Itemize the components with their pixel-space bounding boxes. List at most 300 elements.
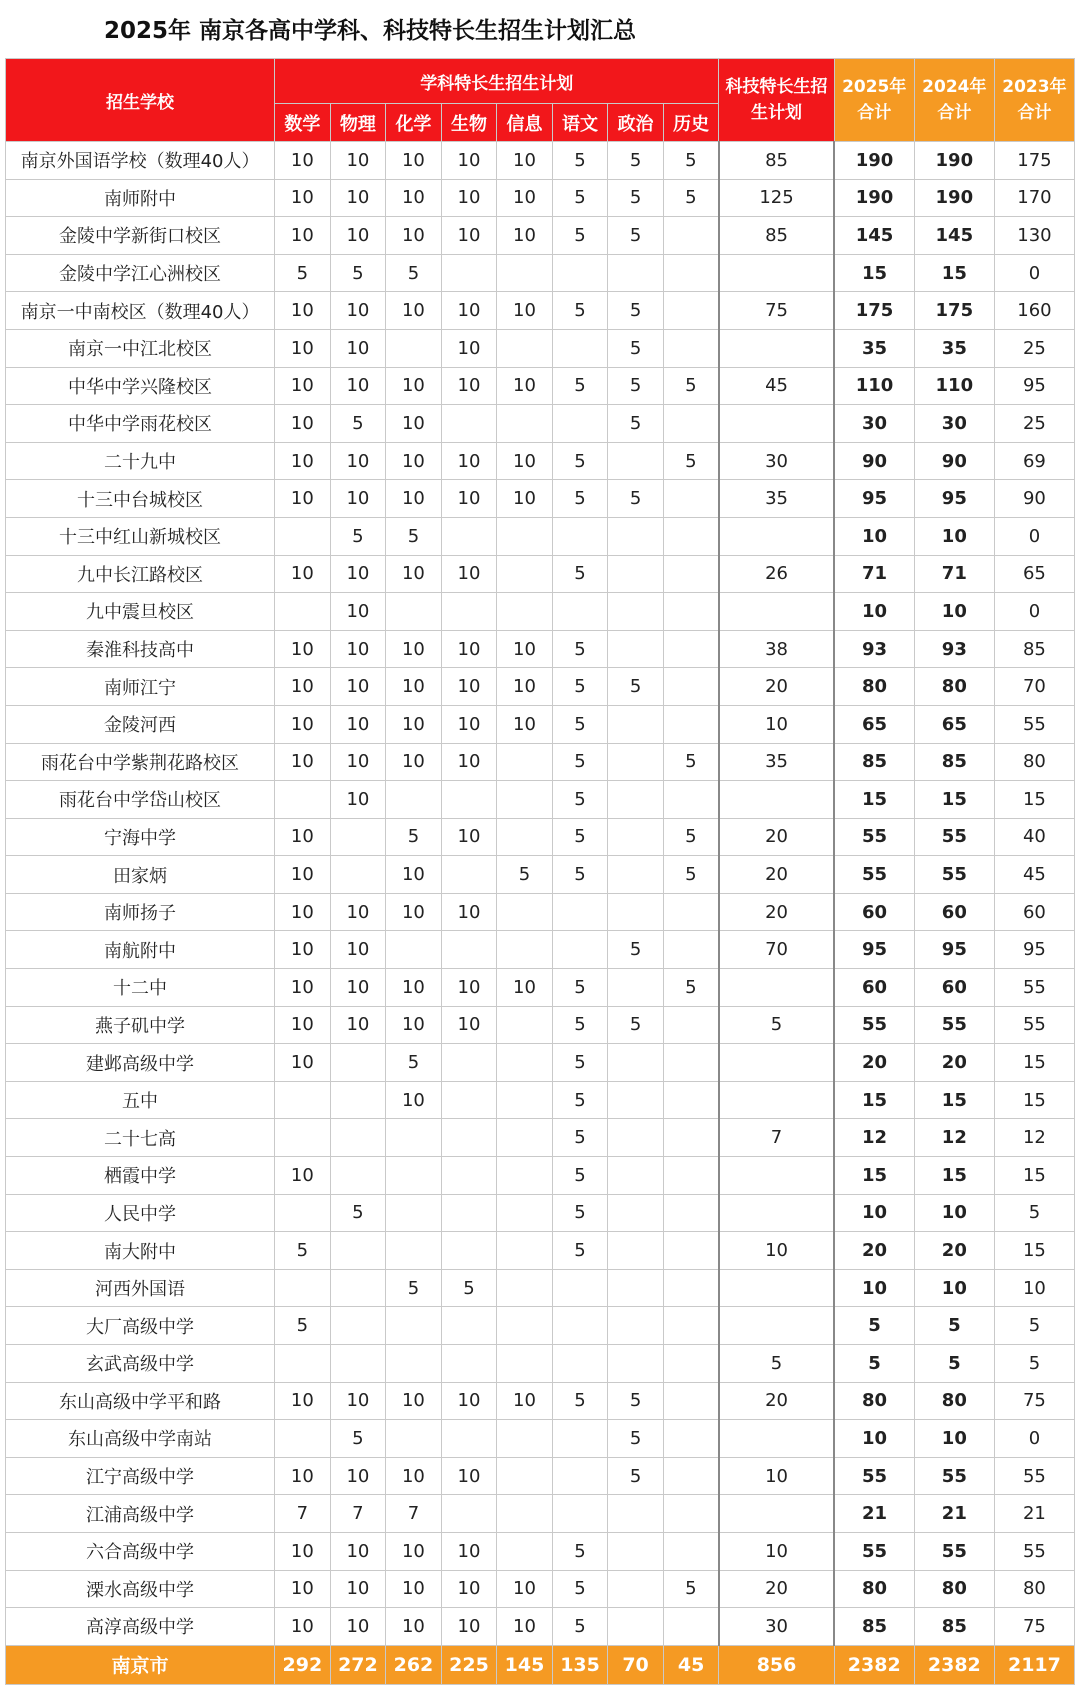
subject-quota-cell: 10 xyxy=(441,1382,497,1420)
table-row xyxy=(6,705,1075,743)
tech-quota-cell xyxy=(719,1081,834,1119)
subject-quota-cell xyxy=(441,1194,497,1232)
school-name: 南京外国语学校（数理40人） xyxy=(6,142,275,180)
subject-quota-cell xyxy=(608,856,664,894)
school-name: 建邺高级中学 xyxy=(6,1044,275,1082)
table-row xyxy=(6,1457,1075,1495)
table-row xyxy=(6,217,1075,255)
subject-quota-cell: 10 xyxy=(330,969,386,1007)
subject-quota-cell xyxy=(663,517,719,555)
total-cell: 95 xyxy=(994,367,1074,405)
subject-quota-cell xyxy=(552,1307,608,1345)
subject-quota-cell xyxy=(497,1269,553,1307)
table-row xyxy=(6,1232,1075,1270)
total-cell: 55 xyxy=(994,1006,1074,1044)
tech-quota-cell: 85 xyxy=(719,142,834,180)
total-cell: 15 xyxy=(994,1044,1074,1082)
subject-quota-cell xyxy=(497,1457,553,1495)
subject-quota-cell xyxy=(441,1495,497,1533)
subject-quota-cell xyxy=(441,931,497,969)
subject-quota-cell xyxy=(663,329,719,367)
subject-quota-cell xyxy=(497,781,553,819)
total-cell: 70 xyxy=(994,668,1074,706)
subject-quota-cell xyxy=(552,931,608,969)
subject-quota-cell xyxy=(441,1345,497,1383)
total-cell: 145 xyxy=(914,217,994,255)
total-cell: 15 xyxy=(994,781,1074,819)
tech-quota-cell xyxy=(719,1269,834,1307)
total-cell: 60 xyxy=(994,893,1074,931)
total-cell: 60 xyxy=(834,969,914,1007)
tech-quota-cell xyxy=(719,1307,834,1345)
subject-quota-cell: 10 xyxy=(330,893,386,931)
subject-quota-cell: 10 xyxy=(386,1532,442,1570)
subject-quota-cell: 10 xyxy=(275,480,331,518)
subject-quota-cell xyxy=(330,1119,386,1157)
total-cell: 10 xyxy=(834,593,914,631)
subject-quota-cell xyxy=(497,1420,553,1458)
school-name: 南师扬子 xyxy=(6,893,275,931)
subject-quota-cell xyxy=(608,1570,664,1608)
subject-quota-cell: 10 xyxy=(441,179,497,217)
total-cell: 85 xyxy=(994,630,1074,668)
subject-quota-cell: 10 xyxy=(330,1382,386,1420)
total-cell: 15 xyxy=(834,1081,914,1119)
total-cell: 0 xyxy=(994,254,1074,292)
subject-quota-cell xyxy=(497,1307,553,1345)
subject-quota-cell xyxy=(441,405,497,443)
subject-quota-cell: 5 xyxy=(552,743,608,781)
total-cell: 110 xyxy=(914,367,994,405)
subject-quota-cell: 5 xyxy=(275,1307,331,1345)
school-name: 南师附中 xyxy=(6,179,275,217)
total-cell: 15 xyxy=(914,254,994,292)
footer-total-cell: 45 xyxy=(663,1645,719,1684)
total-cell: 15 xyxy=(834,1157,914,1195)
tech-quota-cell: 30 xyxy=(719,442,834,480)
table-row xyxy=(6,1345,1075,1383)
subject-quota-cell: 5 xyxy=(663,367,719,405)
school-name: 溧水高级中学 xyxy=(6,1570,275,1608)
subject-quota-cell: 7 xyxy=(330,1495,386,1533)
subject-quota-cell: 5 xyxy=(552,856,608,894)
subject-quota-cell xyxy=(275,1420,331,1458)
subject-quota-cell: 5 xyxy=(330,405,386,443)
subject-quota-cell: 5 xyxy=(552,442,608,480)
total-cell: 93 xyxy=(834,630,914,668)
table-row xyxy=(6,593,1075,631)
subject-quota-cell: 10 xyxy=(330,179,386,217)
subject-quota-cell: 5 xyxy=(386,254,442,292)
tech-quota-cell: 10 xyxy=(719,1232,834,1270)
total-cell: 55 xyxy=(914,856,994,894)
subject-quota-cell: 10 xyxy=(386,142,442,180)
total-cell: 10 xyxy=(834,1194,914,1232)
subject-quota-cell: 10 xyxy=(497,142,553,180)
subject-quota-cell: 10 xyxy=(275,1608,331,1646)
total-cell: 5 xyxy=(834,1307,914,1345)
subject-quota-cell: 10 xyxy=(441,1608,497,1646)
subject-quota-cell xyxy=(663,1457,719,1495)
subject-quota-cell xyxy=(663,705,719,743)
table-header xyxy=(6,59,1075,142)
total-cell: 80 xyxy=(914,1570,994,1608)
school-name: 五中 xyxy=(6,1081,275,1119)
subject-quota-cell: 10 xyxy=(330,480,386,518)
subject-quota-cell xyxy=(663,630,719,668)
subject-quota-cell xyxy=(663,1081,719,1119)
subject-quota-cell: 10 xyxy=(441,292,497,330)
subject-quota-cell xyxy=(552,593,608,631)
tech-quota-cell: 20 xyxy=(719,668,834,706)
subject-quota-cell: 5 xyxy=(552,1608,608,1646)
subject-quota-cell: 10 xyxy=(386,969,442,1007)
tech-quota-cell xyxy=(719,1495,834,1533)
table-row xyxy=(6,1157,1075,1195)
header-subject: 化学 xyxy=(386,104,442,142)
header-total-2023: 2023年合计 xyxy=(994,59,1074,142)
subject-quota-cell: 10 xyxy=(441,818,497,856)
table-row xyxy=(6,1495,1075,1533)
subject-quota-cell xyxy=(330,1232,386,1270)
total-cell: 12 xyxy=(834,1119,914,1157)
subject-quota-cell: 5 xyxy=(608,217,664,255)
subject-quota-cell xyxy=(441,781,497,819)
footer-total-cell: 70 xyxy=(608,1645,664,1684)
subject-quota-cell: 10 xyxy=(275,1006,331,1044)
subject-quota-cell: 5 xyxy=(663,969,719,1007)
subject-quota-cell: 10 xyxy=(275,931,331,969)
subject-quota-cell: 5 xyxy=(608,292,664,330)
subject-quota-cell: 5 xyxy=(552,781,608,819)
school-name: 南航附中 xyxy=(6,931,275,969)
subject-quota-cell: 5 xyxy=(330,517,386,555)
subject-quota-cell: 5 xyxy=(552,1382,608,1420)
total-cell: 5 xyxy=(994,1194,1074,1232)
subject-quota-cell xyxy=(552,329,608,367)
subject-quota-cell: 10 xyxy=(386,705,442,743)
total-cell: 55 xyxy=(834,1532,914,1570)
total-cell: 55 xyxy=(914,818,994,856)
subject-quota-cell: 10 xyxy=(330,593,386,631)
subject-quota-cell xyxy=(497,1119,553,1157)
subject-quota-cell xyxy=(441,593,497,631)
subject-quota-cell xyxy=(663,217,719,255)
table-row xyxy=(6,1608,1075,1646)
subject-quota-cell: 10 xyxy=(441,1570,497,1608)
subject-quota-cell: 10 xyxy=(441,630,497,668)
subject-quota-cell xyxy=(608,1307,664,1345)
total-cell: 30 xyxy=(834,405,914,443)
total-cell: 69 xyxy=(994,442,1074,480)
header-total-2024: 2024年合计 xyxy=(914,59,994,142)
total-cell: 5 xyxy=(994,1345,1074,1383)
total-cell: 85 xyxy=(914,743,994,781)
subject-quota-cell: 7 xyxy=(275,1495,331,1533)
subject-quota-cell: 5 xyxy=(552,1119,608,1157)
school-name: 二十九中 xyxy=(6,442,275,480)
school-name: 南京一中南校区（数理40人） xyxy=(6,292,275,330)
subject-quota-cell: 5 xyxy=(608,1420,664,1458)
table-row xyxy=(6,743,1075,781)
total-cell: 75 xyxy=(994,1608,1074,1646)
subject-quota-cell: 10 xyxy=(275,1570,331,1608)
subject-quota-cell xyxy=(497,1532,553,1570)
tech-quota-cell xyxy=(719,1044,834,1082)
table-row xyxy=(6,405,1075,443)
subject-quota-cell: 10 xyxy=(386,743,442,781)
subject-quota-cell xyxy=(386,1157,442,1195)
subject-quota-cell xyxy=(663,1119,719,1157)
subject-quota-cell: 5 xyxy=(552,1044,608,1082)
total-cell: 90 xyxy=(834,442,914,480)
total-cell: 95 xyxy=(834,480,914,518)
table-row xyxy=(6,969,1075,1007)
subject-quota-cell: 10 xyxy=(497,668,553,706)
subject-quota-cell xyxy=(608,705,664,743)
total-cell: 0 xyxy=(994,1420,1074,1458)
subject-quota-cell xyxy=(663,1232,719,1270)
footer-total-cell: 856 xyxy=(719,1645,834,1684)
header-subject: 政治 xyxy=(608,104,664,142)
total-cell: 15 xyxy=(994,1232,1074,1270)
total-cell: 15 xyxy=(914,1157,994,1195)
total-cell: 55 xyxy=(834,1006,914,1044)
subject-quota-cell xyxy=(441,1119,497,1157)
total-cell: 55 xyxy=(834,856,914,894)
total-cell: 95 xyxy=(994,931,1074,969)
subject-quota-cell xyxy=(497,1495,553,1533)
subject-quota-cell: 5 xyxy=(608,1006,664,1044)
table-row xyxy=(6,329,1075,367)
total-cell: 10 xyxy=(914,1269,994,1307)
total-cell: 80 xyxy=(994,743,1074,781)
subject-quota-cell: 5 xyxy=(663,743,719,781)
subject-quota-cell: 5 xyxy=(608,480,664,518)
total-cell: 25 xyxy=(994,329,1074,367)
subject-quota-cell: 10 xyxy=(275,630,331,668)
subject-quota-cell: 10 xyxy=(386,856,442,894)
total-cell: 95 xyxy=(914,480,994,518)
header-total-2025: 2025年合计 xyxy=(834,59,914,142)
subject-quota-cell: 5 xyxy=(552,179,608,217)
subject-quota-cell: 5 xyxy=(608,142,664,180)
subject-quota-cell: 10 xyxy=(330,931,386,969)
subject-quota-cell: 10 xyxy=(386,1382,442,1420)
subject-quota-cell xyxy=(386,1232,442,1270)
subject-quota-cell: 5 xyxy=(663,142,719,180)
subject-quota-cell: 10 xyxy=(330,555,386,593)
subject-quota-cell xyxy=(497,1006,553,1044)
total-cell: 35 xyxy=(914,329,994,367)
enrollment-table xyxy=(5,58,1075,1685)
total-cell: 90 xyxy=(994,480,1074,518)
subject-quota-cell: 10 xyxy=(275,217,331,255)
subject-quota-cell: 5 xyxy=(608,329,664,367)
subject-quota-cell: 5 xyxy=(497,856,553,894)
table-row xyxy=(6,179,1075,217)
subject-quota-cell xyxy=(663,1269,719,1307)
subject-quota-cell: 10 xyxy=(386,668,442,706)
subject-quota-cell xyxy=(552,1269,608,1307)
total-cell: 40 xyxy=(994,818,1074,856)
table-row xyxy=(6,480,1075,518)
tech-quota-cell xyxy=(719,593,834,631)
school-name: 十三中红山新城校区 xyxy=(6,517,275,555)
subject-quota-cell: 10 xyxy=(330,668,386,706)
subject-quota-cell: 10 xyxy=(275,743,331,781)
subject-quota-cell xyxy=(441,1081,497,1119)
subject-quota-cell: 10 xyxy=(386,1608,442,1646)
subject-quota-cell xyxy=(497,517,553,555)
school-name: 南京一中江北校区 xyxy=(6,329,275,367)
subject-quota-cell xyxy=(497,1194,553,1232)
subject-quota-cell xyxy=(497,931,553,969)
header-school: 招生学校 xyxy=(6,59,275,142)
subject-quota-cell xyxy=(441,1157,497,1195)
subject-quota-cell xyxy=(552,405,608,443)
subject-quota-cell xyxy=(663,480,719,518)
subject-quota-cell xyxy=(386,1119,442,1157)
header-subject: 生物 xyxy=(441,104,497,142)
subject-quota-cell: 10 xyxy=(330,1532,386,1570)
subject-quota-cell xyxy=(608,1119,664,1157)
subject-quota-cell xyxy=(608,1081,664,1119)
total-cell: 20 xyxy=(834,1232,914,1270)
school-name: 九中长江路校区 xyxy=(6,555,275,593)
total-cell: 20 xyxy=(834,1044,914,1082)
subject-quota-cell xyxy=(663,1382,719,1420)
subject-quota-cell: 10 xyxy=(441,329,497,367)
subject-quota-cell xyxy=(552,1420,608,1458)
tech-quota-cell: 20 xyxy=(719,1382,834,1420)
subject-quota-cell: 10 xyxy=(330,442,386,480)
footer-label: 南京市 xyxy=(6,1645,275,1684)
table-row xyxy=(6,893,1075,931)
total-cell: 85 xyxy=(834,1608,914,1646)
tech-quota-cell: 125 xyxy=(719,179,834,217)
header-subject: 信息 xyxy=(497,104,553,142)
subject-quota-cell xyxy=(497,893,553,931)
total-cell: 45 xyxy=(994,856,1074,894)
total-cell: 95 xyxy=(834,931,914,969)
school-name: 金陵中学新街口校区 xyxy=(6,217,275,255)
subject-quota-cell xyxy=(330,1157,386,1195)
table-row xyxy=(6,668,1075,706)
subject-quota-cell: 5 xyxy=(552,555,608,593)
subject-quota-cell xyxy=(608,517,664,555)
table-row xyxy=(6,1044,1075,1082)
subject-quota-cell xyxy=(663,893,719,931)
subject-quota-cell xyxy=(386,781,442,819)
total-cell: 5 xyxy=(994,1307,1074,1345)
subject-quota-cell xyxy=(497,593,553,631)
table-row xyxy=(6,1081,1075,1119)
table-row xyxy=(6,1194,1075,1232)
subject-quota-cell: 5 xyxy=(552,630,608,668)
total-cell: 5 xyxy=(914,1345,994,1383)
tech-quota-cell xyxy=(719,517,834,555)
footer-total-cell: 2382 xyxy=(914,1645,994,1684)
subject-quota-cell xyxy=(275,1194,331,1232)
total-cell: 175 xyxy=(834,292,914,330)
table-row xyxy=(6,630,1075,668)
tech-quota-cell: 45 xyxy=(719,367,834,405)
tech-quota-cell: 5 xyxy=(719,1345,834,1383)
total-cell: 0 xyxy=(994,593,1074,631)
subject-quota-cell: 5 xyxy=(552,1157,608,1195)
footer-total-cell: 262 xyxy=(386,1645,442,1684)
subject-quota-cell: 5 xyxy=(386,818,442,856)
total-cell: 20 xyxy=(914,1232,994,1270)
subject-quota-cell: 10 xyxy=(386,217,442,255)
subject-quota-cell: 10 xyxy=(275,1382,331,1420)
subject-quota-cell: 5 xyxy=(552,1570,608,1608)
subject-quota-cell xyxy=(330,818,386,856)
school-name: 高淳高级中学 xyxy=(6,1608,275,1646)
total-cell: 10 xyxy=(914,1420,994,1458)
subject-quota-cell xyxy=(386,931,442,969)
school-name: 燕子矶中学 xyxy=(6,1006,275,1044)
tech-quota-cell xyxy=(719,405,834,443)
subject-quota-cell xyxy=(552,1457,608,1495)
subject-quota-cell xyxy=(441,1307,497,1345)
school-name: 金陵中学江心洲校区 xyxy=(6,254,275,292)
table-row xyxy=(6,1382,1075,1420)
subject-quota-cell: 5 xyxy=(386,1269,442,1307)
subject-quota-cell: 10 xyxy=(497,705,553,743)
school-name: 大厂高级中学 xyxy=(6,1307,275,1345)
subject-quota-cell: 10 xyxy=(330,705,386,743)
subject-quota-cell: 10 xyxy=(441,705,497,743)
tech-quota-cell: 10 xyxy=(719,1532,834,1570)
subject-quota-cell: 10 xyxy=(330,630,386,668)
subject-quota-cell: 5 xyxy=(552,217,608,255)
subject-quota-cell xyxy=(663,1194,719,1232)
header-subject: 语文 xyxy=(552,104,608,142)
tech-quota-cell: 26 xyxy=(719,555,834,593)
subject-quota-cell: 10 xyxy=(330,1570,386,1608)
subject-quota-cell: 10 xyxy=(497,179,553,217)
subject-quota-cell: 5 xyxy=(330,254,386,292)
total-cell: 93 xyxy=(914,630,994,668)
tech-quota-cell xyxy=(719,1157,834,1195)
subject-quota-cell: 10 xyxy=(386,1457,442,1495)
total-cell: 65 xyxy=(834,705,914,743)
subject-quota-cell: 10 xyxy=(330,743,386,781)
total-cell: 65 xyxy=(914,705,994,743)
tech-quota-cell: 75 xyxy=(719,292,834,330)
subject-quota-cell xyxy=(608,1044,664,1082)
subject-quota-cell xyxy=(497,818,553,856)
subject-quota-cell: 5 xyxy=(552,1006,608,1044)
subject-quota-cell xyxy=(275,593,331,631)
subject-quota-cell xyxy=(441,1232,497,1270)
subject-quota-cell xyxy=(608,1232,664,1270)
subject-quota-cell xyxy=(608,1495,664,1533)
tech-quota-cell: 85 xyxy=(719,217,834,255)
subject-quota-cell xyxy=(497,329,553,367)
total-cell: 71 xyxy=(834,555,914,593)
total-cell: 55 xyxy=(914,1457,994,1495)
subject-quota-cell: 10 xyxy=(386,1006,442,1044)
total-cell: 95 xyxy=(914,931,994,969)
subject-quota-cell: 5 xyxy=(608,405,664,443)
subject-quota-cell: 10 xyxy=(275,405,331,443)
subject-quota-cell: 5 xyxy=(608,668,664,706)
subject-quota-cell: 5 xyxy=(441,1269,497,1307)
total-cell: 160 xyxy=(994,292,1074,330)
